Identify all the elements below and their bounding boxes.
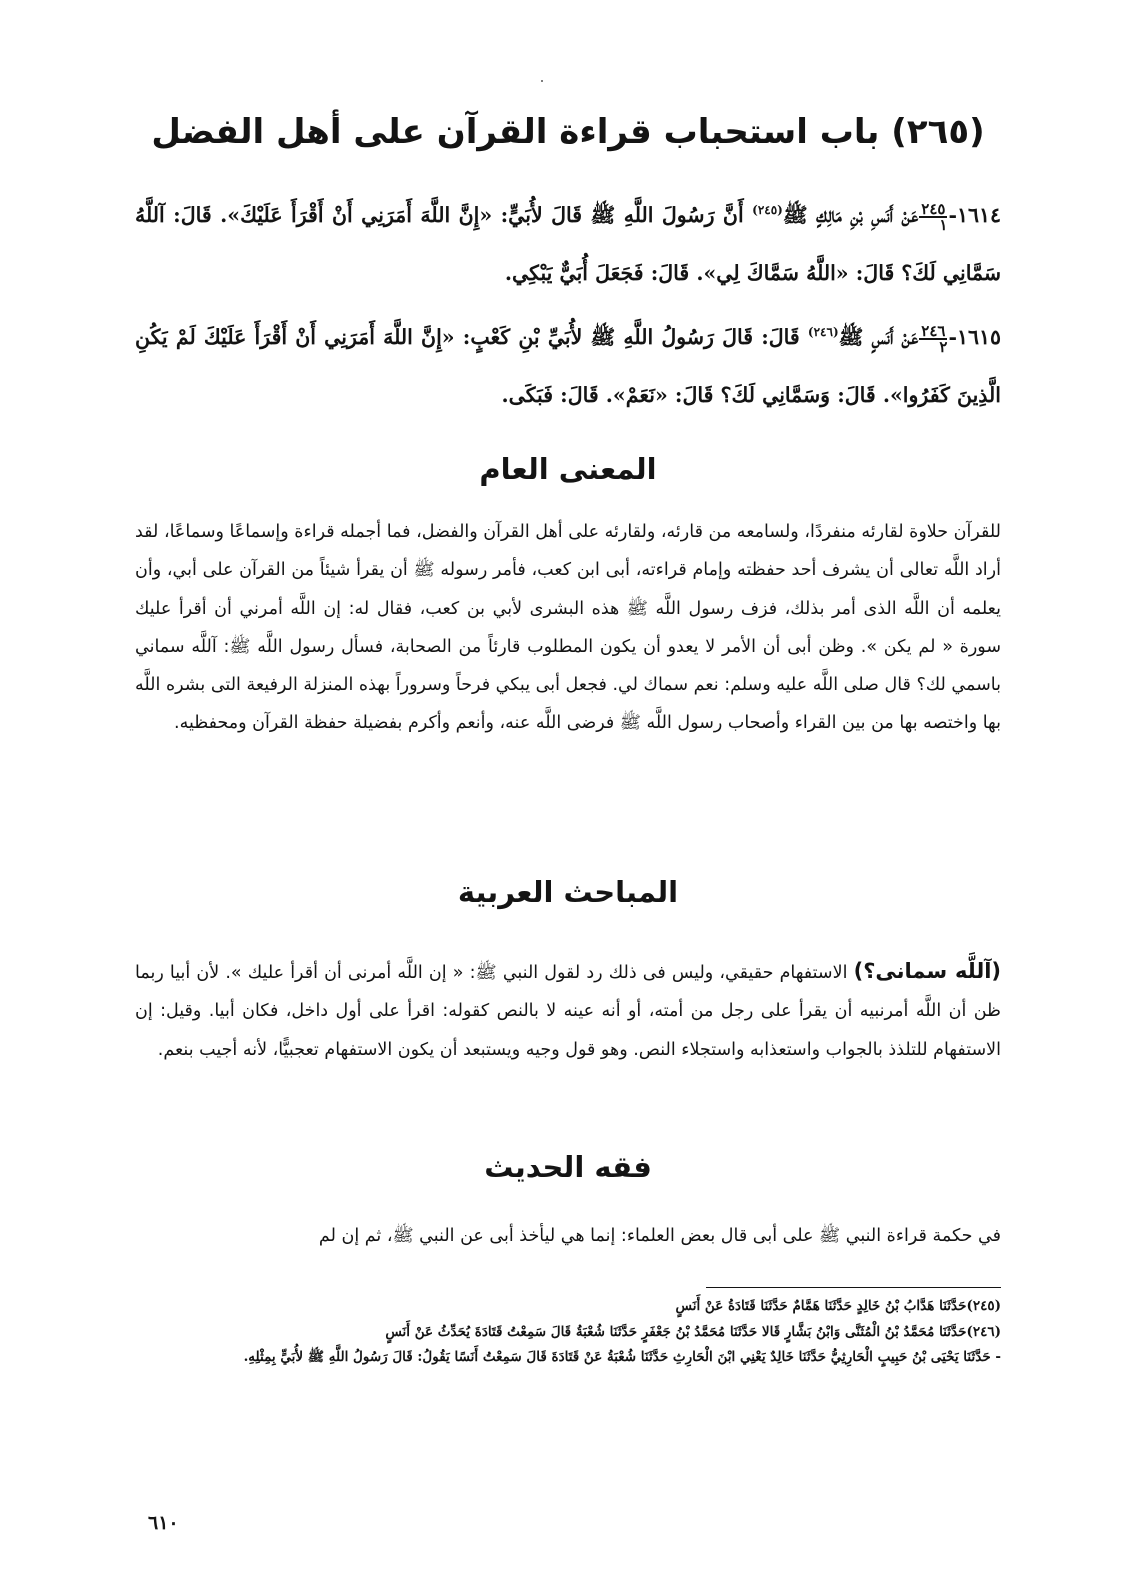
chapter-title: (٢٦٥) باب استحباب قراءة القرآن على أهل الفضل [151, 112, 985, 152]
hadith-index-fraction [919, 199, 948, 234]
meaning-paragraph: للقرآن حلاوة لقارئه منفردًا، ولسامعه من قارئه، ولقارئه على أهل القرآن والفضل، فما أجمله قراءة وإسماعًا وسماعًا، لقد أراد اللَّه تعالى أن يشرف أحد حفظته وإمام قراءته، أبى ابن كعب، فأمر رسوله ﷺ أن يقرأ شيئاً من القرآن على أبي، وأن يعلمه أن اللَّه الذى أمر بذلك، فزف رسول اللَّه ﷺ هذه البشرى لأبي بن كعب، فقال له: إن اللَّه أمرني أن أقرأ عليك سورة « لم يكن ». وظن أبى أن الأمر لا يعدو أن يكون المطلوب قارئاً من الصحابة، فسأل رسول اللَّه ﷺ: آللَّه سماني باسمي لك؟ قال صلى اللَّه عليه وسلم: نعم سماك لي. فجعل أبى يبكي فرحاً وسروراً بهذه المنزلة الرفيعة التى بشره اللَّه بها واختصه بها من بين القراء وأصحاب رسول اللَّه ﷺ فرضى اللَّه عنه، وأنعم وأكرم بفضيلة حفظة القرآن ومحفظيه. [135, 522, 1001, 734]
hadith-1615 [135, 308, 1001, 424]
section-heading-meaning: المعنى العام [479, 452, 657, 486]
hadith-number: ١٦١٤- [948, 203, 1001, 227]
footnote-item: (٢٤٦)حَدَّثَنَا مُحَمَّدُ بْنُ الْمُثَنَّى وَابْنُ بَشَّارٍ قَالا حَدَّثَنَا مُحَمَّدُ بْنُ جَعْفَرٍ حَدَّثَنَا شُعْبَةُ قَالَ سَمِعْتُ قَتَادَةَ يُحَدِّثُ عَنْ أَنَسٍ [385, 1323, 1001, 1340]
footnotes-list [135, 1294, 1001, 1371]
hadith-index-fraction [919, 321, 948, 356]
grammar-paragraph [135, 952, 1001, 1069]
hadith-text-start: عَنْ أَنَسٍ ﷺ [838, 325, 919, 349]
footnote-ref: (٢٤٦) [807, 325, 839, 340]
fiqh-paragraph: في حكمة قراءة النبي ﷺ على أبى قال بعض العلماء: إنما هي ليأخذ أبى عن النبي ﷺ، ثم إن لم [318, 1226, 1001, 1246]
fraction-denominator: ١ [939, 215, 948, 234]
fraction-numerator: ٢٤٦ [921, 321, 946, 340]
footnote-item: - حَدَّثَنَا يَحْيَى بْنُ حَبِيبٍ الْحَارِثِيُّ حَدَّثَنَا خَالِدٌ يَعْنِي ابْنَ الْحَارِثِ حَدَّثَنَا شُعْبَةُ عَنْ قَتَادَةَ قَالَ سَمِعْتُ أَنَسًا يَقُولُ: قَالَ رَسُولُ اللَّهِ ﷺ لأُبَيٍّ بِمِثْلِهِ. [243, 1349, 1001, 1365]
grammar-lead-phrase: (آللَّه سمانى؟) [853, 959, 1001, 983]
footnote-ref: (٢٤٥) [752, 203, 783, 218]
section-heading-grammar: المباحث العربية [457, 875, 679, 909]
footnote-divider [706, 1287, 1001, 1288]
hadith-text-start: عَنْ أَنَسِ بْنِ مَالِكٍ ﷺ [782, 203, 919, 227]
section-heading-fiqh: فقه الحديث [484, 1150, 652, 1184]
footnote-item: (٢٤٥)حَدَّثَنَا هَدَّابُ بْنُ خَالِدٍ حَدَّثَنَا هَمَّامٌ حَدَّثَنَا قَتَادَةُ عَنْ أَنَسٍ [675, 1298, 1001, 1314]
hadith-number: ١٦١٥- [948, 325, 1002, 349]
hadith-text: أَنَّ رَسُولَ اللَّهِ ﷺ قَالَ لأُبَيٍّ: «إِنَّ اللَّهَ أَمَرَنِي أَنْ أَقْرَأَ عَلَيْكَ». قَالَ: آللَّهُ سَمَّانِي لَكَ؟ قَالَ: «اللَّهُ سَمَّاكَ لِي». قَالَ: فَجَعَلَ أُبَيٌّ يَبْكِي. [135, 203, 1001, 285]
page-number: ٦١٠ [148, 1512, 179, 1534]
hadith-1614 [135, 186, 1001, 302]
scan-speck [541, 80, 543, 82]
hadith-text: قَالَ: قَالَ رَسُولُ اللَّهِ ﷺ لأُبَيِّ بْنِ كَعْبٍ: «إِنَّ اللَّهَ أَمَرَنِي أَنْ أَقْرَأَ عَلَيْكَ لَمْ يَكُنِ الَّذِينَ كَفَرُوا». قَالَ: وَسَمَّانِي لَكَ؟ قَالَ: «نَعَمْ». قَالَ: فَبَكَى. [135, 325, 1001, 407]
fraction-numerator: ٢٤٥ [921, 199, 946, 218]
fraction-denominator: ٢ [939, 337, 948, 356]
grammar-text: الاستفهام حقيقي، وليس فى ذلك رد لقول النبي ﷺ: « إن اللَّه أمرنى أن أقرأ عليك ». لأن أبيا ربما ظن أن اللَّه أمرنبيه أن يقرأ على رجل من أمته، أو أنه عينه لا بالنص كقوله: اقرأ على أول داخل، فكان أبيا. وقيل: إن الاستفهام للتلذذ بالجواب واستعذابه واستجلاء النص. وهو قول وجيه ويستبعد أن يكون الاستفهام تعجبيًّا، لأنه أجيب بنعم. [135, 963, 1001, 1060]
